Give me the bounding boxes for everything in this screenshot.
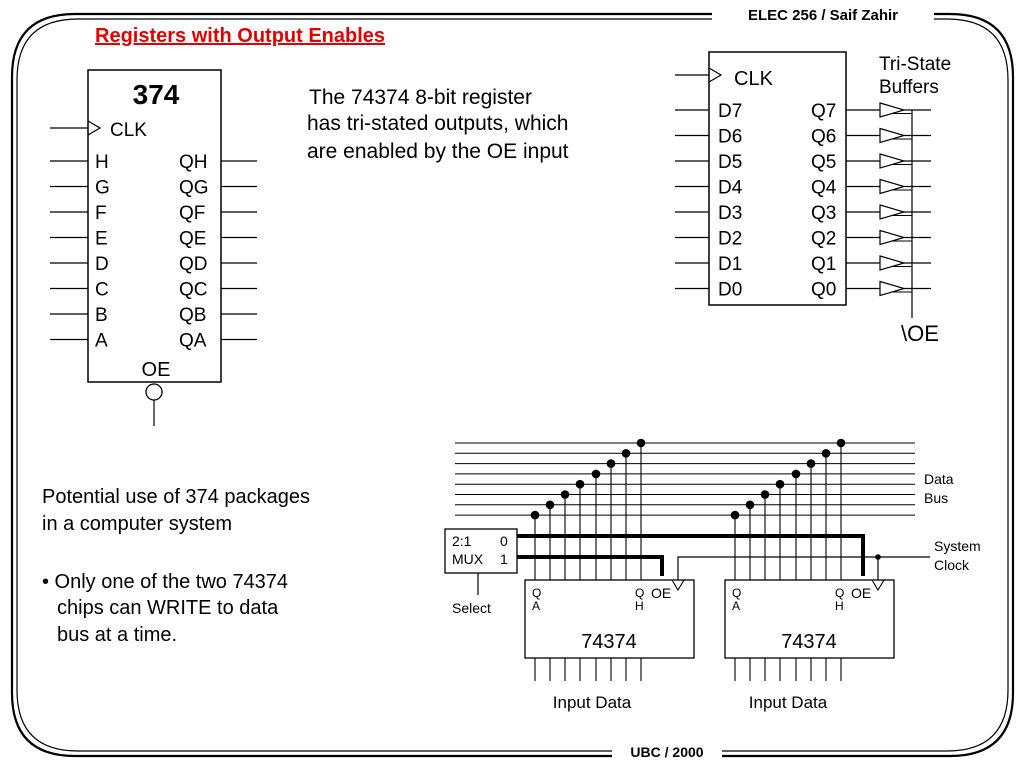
output-pin-label: Q2 — [811, 228, 837, 250]
system-diagram — [445, 439, 981, 712]
chip-374-oe: OE — [141, 359, 171, 381]
input-pin-label: B — [95, 305, 108, 326]
clock-junction-dot — [875, 554, 881, 560]
input-pin-label: D1 — [718, 254, 743, 275]
clock-triangle-icon — [672, 580, 684, 590]
chip1-qh-top: Q — [635, 586, 645, 600]
tristate-buffer-icon — [880, 154, 904, 168]
description-line-3: are enabled by the OE input — [307, 140, 569, 163]
tap-dot — [561, 490, 570, 499]
input-pin-label: D3 — [718, 203, 743, 224]
tristate-buffer-icon — [880, 256, 904, 270]
chip1-qa-bot: A — [532, 599, 541, 613]
input-pin-label: D7 — [718, 101, 743, 122]
chip1-qh-bot: H — [635, 599, 644, 613]
course-label: ELEC 256 / Saif Zahir — [747, 7, 899, 24]
output-pin-label: QE — [179, 228, 207, 250]
tap-dot — [731, 511, 740, 520]
input-pin-label: D — [95, 254, 109, 275]
input-pin-label: A — [95, 330, 108, 352]
tap-dot — [546, 501, 555, 510]
output-pin-label: Q0 — [811, 279, 837, 301]
tristate-title-1: Tri-State — [879, 54, 952, 75]
input-pin-label: D5 — [718, 152, 743, 173]
output-pin-label: Q7 — [811, 101, 837, 122]
mux-out1-wire — [517, 557, 662, 576]
mux-label-bot: MUX — [452, 551, 484, 567]
usage-text — [42, 486, 310, 646]
chip1-name: 74374 — [581, 631, 637, 653]
clock-wire-1 — [678, 557, 930, 580]
chip-374-name: 374 — [132, 79, 180, 110]
usage-bullet-3: bus at a time. — [57, 624, 178, 646]
clock-triangle-icon — [88, 121, 100, 135]
mux-in0: 0 — [500, 533, 508, 549]
usage-bullet-1: • Only one of the two 74374 — [42, 571, 289, 593]
register-chip-1 — [525, 580, 694, 712]
tristate-buffer-icon — [880, 205, 904, 219]
mux-select-label: Select — [452, 600, 491, 616]
chip1-input-label: Input Data — [552, 693, 632, 712]
chip1-qa-top: Q — [532, 586, 542, 600]
input-pin-label: E — [95, 228, 108, 250]
chip2-oe: OE — [851, 585, 872, 601]
input-pin-label: F — [95, 203, 107, 224]
tap-dot — [622, 449, 631, 458]
input-pin-label: D2 — [718, 228, 743, 250]
tap-dot — [807, 459, 816, 468]
tap-dot — [822, 449, 831, 458]
output-pin-label: QA — [179, 330, 207, 352]
output-pin-label: QF — [179, 203, 206, 224]
tristate-buffer-icon — [880, 180, 904, 194]
usage-intro-1: Potential use of 374 packages — [42, 486, 310, 508]
output-pin-label: QH — [179, 152, 208, 173]
output-pin-label: QG — [179, 177, 209, 199]
chip-374-clk: CLK — [110, 120, 147, 141]
tap-dot — [792, 470, 801, 479]
tap-dot — [592, 470, 601, 479]
slide-title: Registers with Output Enables — [95, 25, 386, 47]
chip2-qh-top: Q — [835, 586, 845, 600]
data-bus-label-2: Bus — [924, 490, 949, 506]
input-pin-label: H — [95, 152, 109, 173]
register-chip-2 — [725, 580, 894, 712]
chip-374 — [50, 70, 257, 426]
chip2-qh-bot: H — [835, 599, 844, 613]
output-pin-label: Q5 — [811, 152, 837, 173]
chip-374-pins — [50, 152, 257, 352]
tristate-buffer-icon — [880, 282, 904, 296]
clock-triangle-icon — [872, 580, 884, 590]
tap-dot — [776, 480, 785, 489]
output-pin-label: QC — [179, 279, 208, 301]
tap-dot — [576, 480, 585, 489]
footer-label: UBC / 2000 — [630, 744, 704, 760]
output-pin-label: Q1 — [811, 254, 837, 275]
usage-bullet-2: chips can WRITE to data — [57, 597, 279, 619]
output-pin-label: Q4 — [811, 177, 837, 199]
mux-in1: 1 — [500, 551, 508, 567]
chip2-input-pins — [735, 658, 841, 681]
tristate-clk: CLK — [734, 68, 773, 90]
system-clock-label-1: System — [934, 538, 981, 554]
data-bus-lines — [455, 443, 915, 515]
tap-dot — [761, 490, 770, 499]
output-pin-label: QD — [179, 254, 208, 275]
description-line-2: has tri-stated outputs, which — [307, 112, 569, 135]
chip2-qa-top: Q — [732, 586, 742, 600]
chip2-input-label: Input Data — [748, 693, 828, 712]
tristate-pins — [675, 101, 931, 301]
input-pin-label: G — [95, 177, 110, 199]
tap-dot — [637, 439, 646, 448]
usage-intro-2: in a computer system — [42, 513, 233, 535]
input-pin-label: D6 — [718, 126, 743, 148]
data-bus-label-1: Data — [924, 471, 954, 487]
oe-bar-label: \OE — [901, 321, 939, 346]
tristate-buffer-icon — [880, 129, 904, 143]
chip1-oe: OE — [651, 585, 672, 601]
tristate-title-2: Buffers — [879, 77, 939, 98]
tap-dot — [837, 439, 846, 448]
output-pin-label: Q3 — [811, 203, 837, 224]
system-clock-label-2: Clock — [934, 557, 970, 573]
input-pin-label: D4 — [718, 177, 743, 199]
tristate-chip — [675, 52, 951, 346]
description — [307, 86, 569, 163]
tristate-buffer-icon — [880, 231, 904, 245]
description-line-1: The 74374 8-bit register — [309, 86, 532, 109]
tap-dot — [531, 511, 540, 520]
tap-dot — [746, 501, 755, 510]
input-pin-label: C — [95, 279, 109, 301]
output-pin-label: QB — [179, 305, 207, 326]
output-pin-label: Q6 — [811, 126, 837, 148]
input-pin-label: D0 — [718, 279, 743, 301]
mux-label-top: 2:1 — [452, 533, 472, 549]
chip1-input-pins — [535, 658, 641, 681]
tap-dot — [607, 459, 616, 468]
tristate-buffer-icon — [880, 103, 904, 117]
inversion-bubble-icon — [146, 384, 162, 400]
chip2-qa-bot: A — [732, 599, 741, 613]
clock-triangle-icon — [709, 68, 721, 82]
chip2-name: 74374 — [781, 631, 837, 653]
